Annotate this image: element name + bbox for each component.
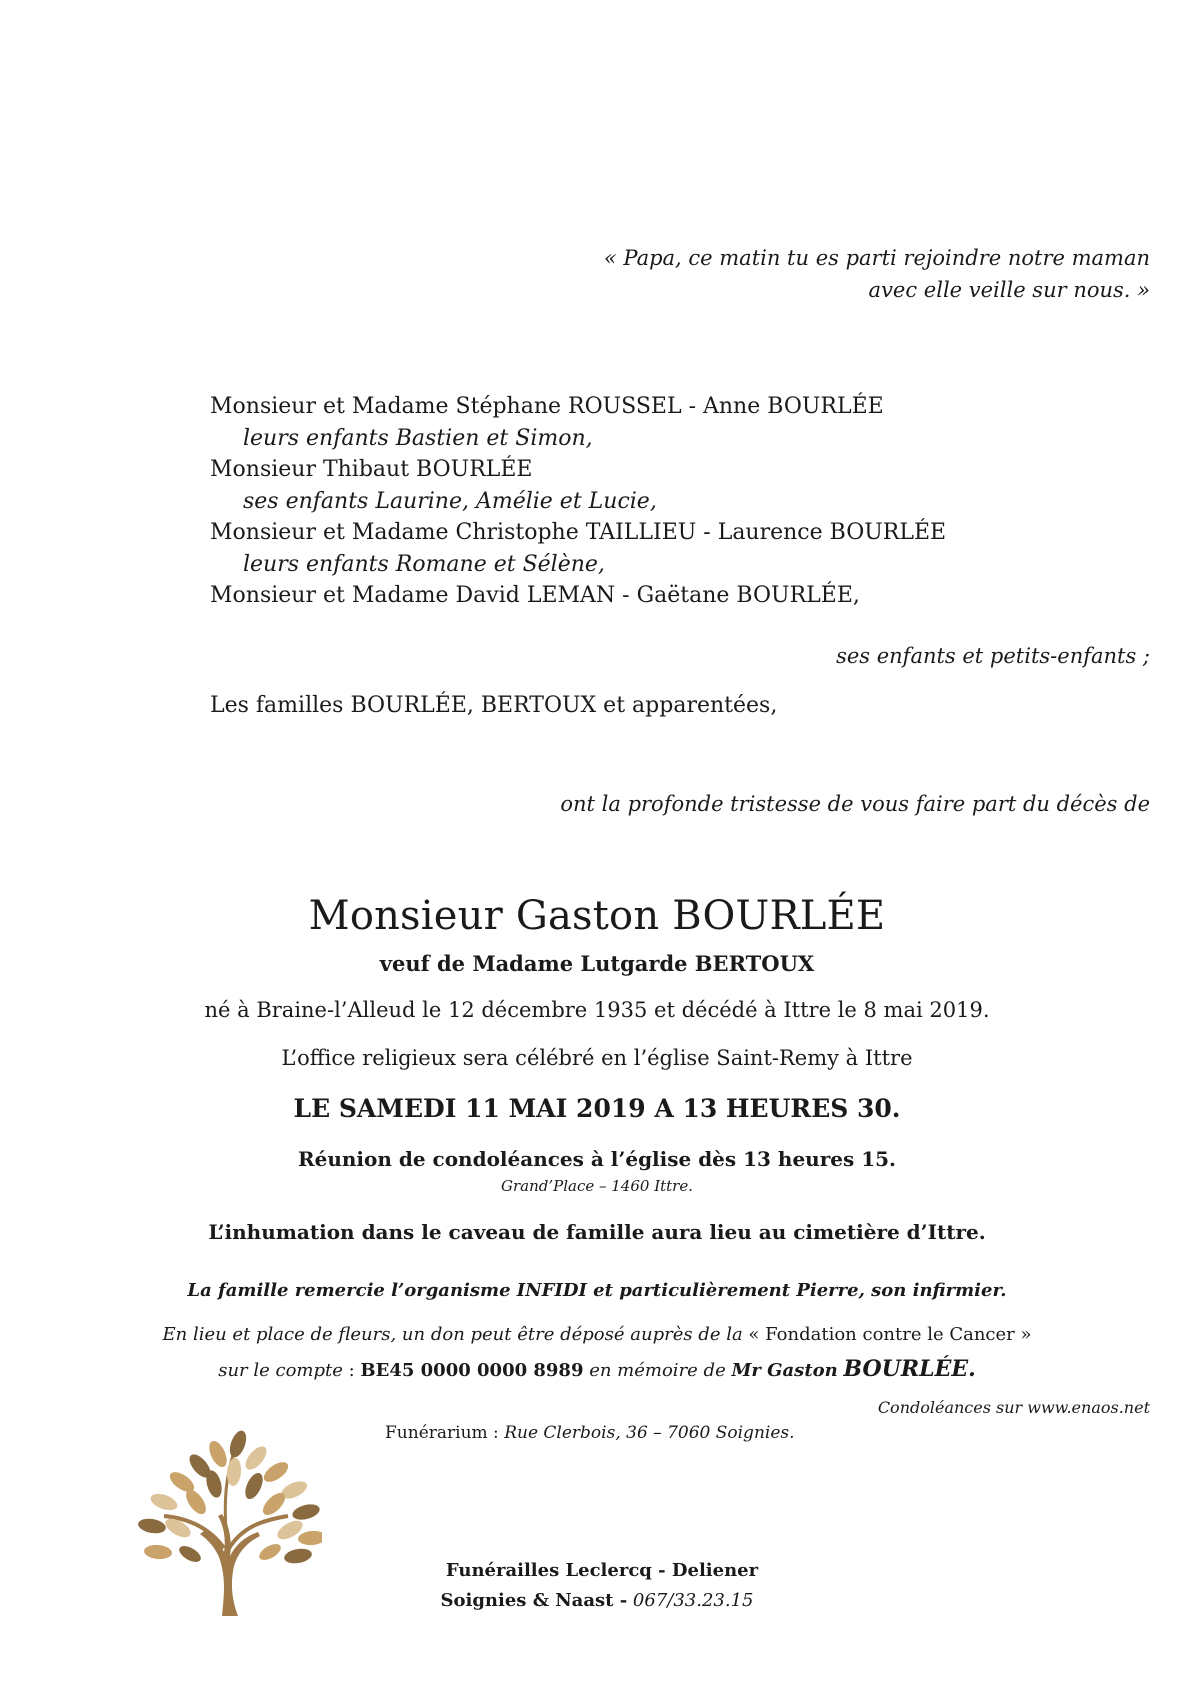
tristesse-line: ont la profonde tristesse de vous faire part du décès de <box>560 792 1150 816</box>
memory-mr: Mr Gaston <box>731 1360 838 1381</box>
funerarium-label: Funérarium <box>385 1423 488 1443</box>
foundation-name: « Fondation contre le Cancer » <box>748 1324 1032 1345</box>
birth-death-line: né à Braine-l’Alleud le 12 décembre 1935 et décédé à Ittre le 8 mai 2019. <box>204 998 990 1022</box>
funerarium-line <box>385 1423 795 1443</box>
family-children: leurs enfants Romane et Sélène, <box>243 551 605 577</box>
account-label: sur le compte <box>218 1360 343 1381</box>
account-sep: : <box>342 1360 361 1381</box>
quote-line-1: « Papa, ce matin tu es parti rejoindre notre maman <box>603 246 1150 270</box>
widower-line: veuf de Madame Lutgarde BERTOUX <box>379 951 815 976</box>
family-member: Monsieur et Madame Stéphane ROUSSEL - Anne BOURLÉE <box>210 394 884 419</box>
memory-surname: BOURLÉE. <box>843 1356 976 1382</box>
enfants-line: ses enfants et petits-enfants ; <box>836 644 1150 668</box>
memory-label: en mémoire de <box>589 1360 726 1381</box>
office-line: L’office religieux sera célébré en l’église Saint-Remy à Ittre <box>281 1046 913 1070</box>
family-member: Monsieur et Madame Christophe TAILLIEU - Laurence BOURLÉE <box>210 520 947 545</box>
funeral-home-contact <box>0 1590 1194 1611</box>
familles-line: Les familles BOURLÉE, BERTOUX et apparentées, <box>210 693 778 718</box>
funeral-home-place: Soignies & Naast - <box>440 1590 628 1611</box>
donation-line-2 <box>0 1356 1194 1382</box>
quote-line-2: avec elle veille sur nous. » <box>868 278 1150 302</box>
inhumation-line: L’inhumation dans le caveau de famille aura lieu au cimetière d’Ittre. <box>208 1220 986 1244</box>
ceremony-date: LE SAMEDI 11 MAI 2019 A 13 HEURES 30. <box>293 1094 901 1123</box>
thanks-line: La famille remercie l’organisme INFIDI et particulièrement Pierre, son infirmier. <box>187 1280 1007 1301</box>
account-number: BE45 0000 0000 8989 <box>360 1360 584 1381</box>
donation-line-1 <box>0 1324 1194 1345</box>
funeral-home-phone: 067/33.23.15 <box>632 1590 754 1611</box>
deceased-name: Monsieur Gaston BOURLÉE <box>308 893 886 939</box>
funerarium-sep: : <box>487 1423 505 1443</box>
funeral-home-name-text: Funérailles Leclercq - Deliener <box>445 1560 759 1581</box>
opening-quote <box>450 242 1150 306</box>
family-list <box>210 391 1010 612</box>
reunion-line: Réunion de condoléances à l’église dès 13 heures 15. <box>297 1147 897 1171</box>
family-member: Monsieur Thibaut BOURLÉE <box>210 457 533 482</box>
family-member: Monsieur et Madame David LEMAN - Gaëtane BOURLÉE, <box>210 583 860 608</box>
church-address: Grand’Place – 1460 Ittre. <box>500 1177 693 1195</box>
family-children: leurs enfants Bastien et Simon, <box>243 425 593 451</box>
donation-text: En lieu et place de fleurs, un don peut être déposé auprès de la <box>162 1324 743 1345</box>
family-children: ses enfants Laurine, Amélie et Lucie, <box>243 488 657 514</box>
funerarium-address: Rue Clerbois, 36 – 7060 Soignies. <box>504 1423 795 1443</box>
funeral-home-name <box>0 1560 1194 1581</box>
condoleances-link[interactable]: Condoléances sur www.enaos.net <box>877 1398 1150 1417</box>
